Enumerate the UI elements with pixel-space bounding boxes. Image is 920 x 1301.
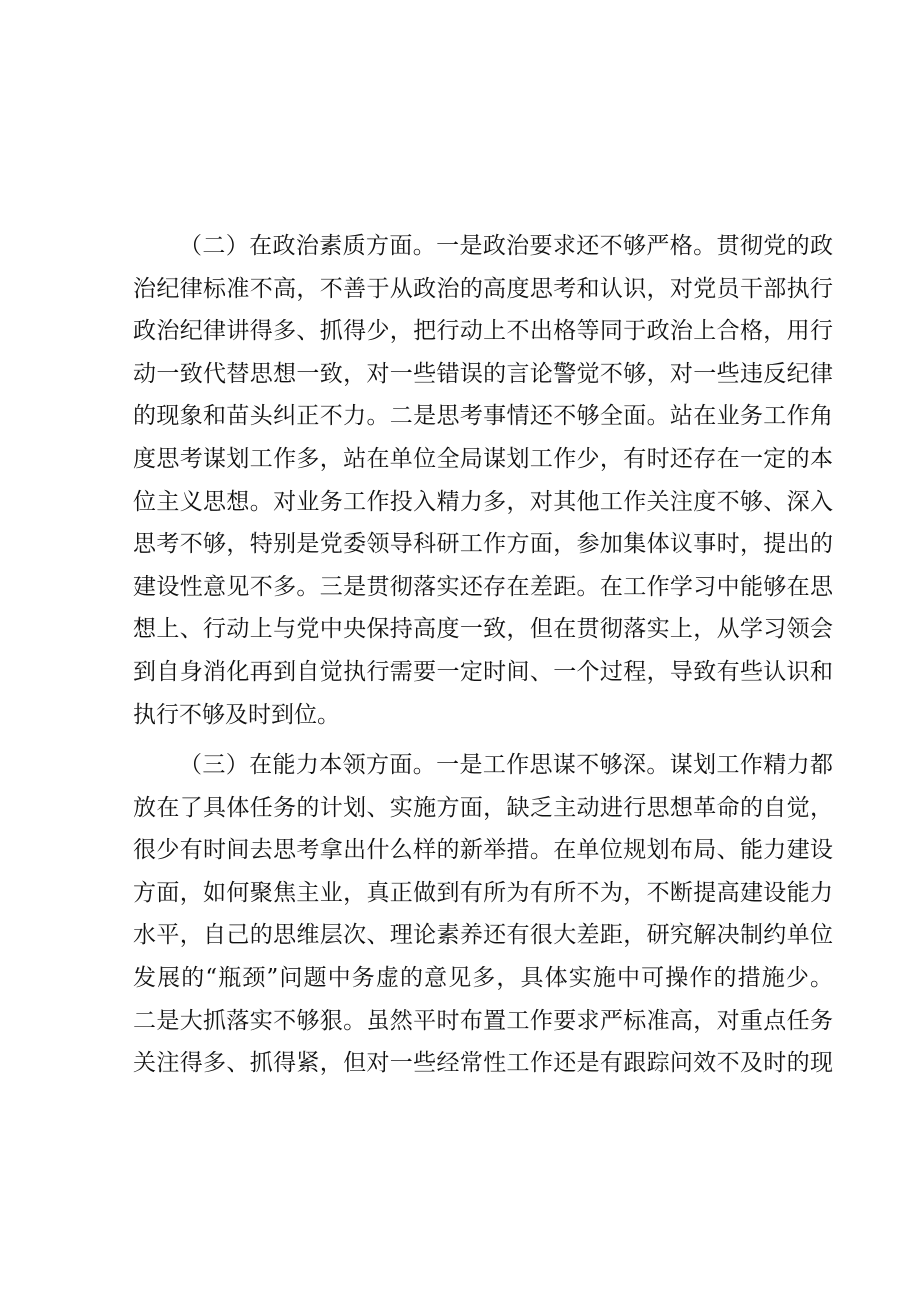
paragraph-ability-skills xyxy=(133,744,833,1085)
text-line: 关注得多、抓得紧，但对一些经常性工作还是有跟踪问效不及时的现 xyxy=(133,1050,833,1077)
text-line: 的现象和苗头纠正不力。二是思考事情还不够全面。站在业务工作角 xyxy=(133,403,833,430)
text-line: 发展的“瓶颈”问题中务虚的意见多，具体实施中可操作的措施少。 xyxy=(133,964,833,991)
text-line: 度思考谋划工作多，站在单位全局谋划工作少，有时还存在一定的本 xyxy=(133,445,833,472)
text-line: 方面，如何聚焦主业，真正做到有所为有所不为，不断提高建设能力 xyxy=(133,879,833,906)
text-line: 动一致代替思想一致，对一些错误的言论警觉不够，对一些违反纪律 xyxy=(133,360,833,387)
text-line: 政治纪律讲得多、抓得少，把行动上不出格等同于政治上合格，用行 xyxy=(133,318,833,345)
text-line: 建设性意见不多。三是贯彻落实还存在差距。在工作学习中能够在思 xyxy=(133,573,833,600)
text-line: 治纪律标准不高，不善于从政治的高度思考和认识，对党员干部执行 xyxy=(133,275,833,302)
text-line: 放在了具体任务的计划、实施方面，缺乏主动进行思想革命的自觉， xyxy=(133,794,833,821)
text-line: 想上、行动上与党中央保持高度一致，但在贯彻落实上，从学习领会 xyxy=(133,616,833,643)
text-line: （三）在能力本领方面。一是工作思谋不够深。谋划工作精力都 xyxy=(179,752,833,778)
text-line: （二）在政治素质方面。一是政治要求还不够严格。贯彻党的政 xyxy=(179,233,833,259)
text-line: 水平，自己的思维层次、理论素养还有很大差距，研究解决制约单位 xyxy=(133,922,833,949)
text-line: 二是大抓落实不够狠。虽然平时布置工作要求严标准高，对重点任务 xyxy=(133,1007,833,1034)
text-line: 执行不够及时到位。 xyxy=(133,701,340,728)
paragraph-political-quality xyxy=(133,225,833,736)
text-line: 很少有时间去思考拿出什么样的新举措。在单位规划布局、能力建设 xyxy=(133,837,833,864)
text-line: 思考不够，特别是党委领导科研工作方面，参加集体议事时，提出的 xyxy=(133,531,833,558)
text-line: 位主义思想。对业务工作投入精力多，对其他工作关注度不够、深入 xyxy=(133,488,833,515)
text-line: 到自身消化再到自觉执行需要一定时间、一个过程，导致有些认识和 xyxy=(133,658,833,685)
